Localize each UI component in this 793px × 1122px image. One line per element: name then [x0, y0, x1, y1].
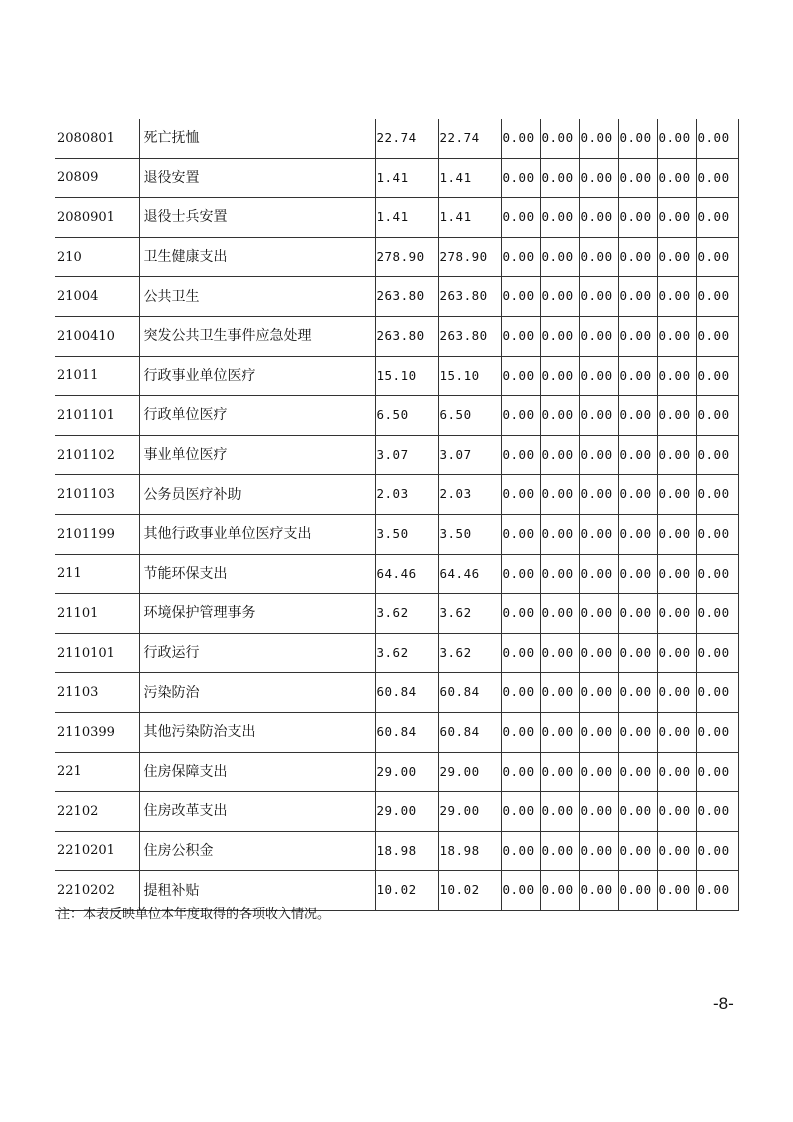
cell-value: 0.00: [501, 198, 540, 238]
cell-name: 行政事业单位医疗: [139, 356, 375, 396]
cell-value: 0.00: [657, 633, 696, 673]
cell-value: 60.84: [438, 673, 501, 713]
cell-value: 0.00: [657, 752, 696, 792]
cell-value: 0.00: [501, 277, 540, 317]
cell-value: 0.00: [579, 792, 618, 832]
cell-value: 0.00: [657, 673, 696, 713]
cell-value: 0.00: [579, 356, 618, 396]
cell-value: 0.00: [657, 554, 696, 594]
table-row: [55, 752, 738, 792]
cell-value: 0.00: [540, 475, 579, 515]
cell-value: 3.07: [438, 435, 501, 475]
cell-code: 20809: [55, 158, 139, 198]
cell-code: 2080801: [55, 119, 139, 158]
cell-value: 0.00: [540, 673, 579, 713]
cell-value: 18.98: [438, 831, 501, 871]
table-row: [55, 673, 738, 713]
cell-value: 0.00: [540, 435, 579, 475]
cell-name: 卫生健康支出: [139, 237, 375, 277]
cell-code: 2110399: [55, 712, 139, 752]
cell-value: 0.00: [579, 435, 618, 475]
cell-value: 0.00: [696, 514, 738, 554]
cell-value: 0.00: [696, 316, 738, 356]
cell-value: 0.00: [540, 277, 579, 317]
cell-value: 0.00: [501, 475, 540, 515]
cell-code: 210: [55, 237, 139, 277]
cell-value: 0.00: [579, 396, 618, 436]
cell-value: 0.00: [657, 871, 696, 911]
cell-value: 0.00: [501, 158, 540, 198]
cell-code: 2210202: [55, 871, 139, 911]
table-row: [55, 119, 738, 158]
cell-value: 0.00: [618, 554, 657, 594]
cell-value: 3.62: [375, 633, 438, 673]
cell-value: 0.00: [657, 712, 696, 752]
cell-value: 0.00: [579, 277, 618, 317]
cell-name: 公共卫生: [139, 277, 375, 317]
cell-value: 0.00: [618, 198, 657, 238]
cell-code: 2080901: [55, 198, 139, 238]
cell-value: 0.00: [657, 277, 696, 317]
cell-name: 退役安置: [139, 158, 375, 198]
table-row: [55, 198, 738, 238]
cell-name: 其他污染防治支出: [139, 712, 375, 752]
cell-name: 事业单位医疗: [139, 435, 375, 475]
cell-value: 10.02: [375, 871, 438, 911]
cell-value: 0.00: [618, 871, 657, 911]
cell-value: 0.00: [696, 871, 738, 911]
cell-name: 环境保护管理事务: [139, 594, 375, 634]
cell-value: 0.00: [618, 356, 657, 396]
cell-name: 公务员医疗补助: [139, 475, 375, 515]
cell-name: 住房公积金: [139, 831, 375, 871]
cell-code: 2100410: [55, 316, 139, 356]
cell-value: 0.00: [657, 475, 696, 515]
cell-name: 行政单位医疗: [139, 396, 375, 436]
cell-value: 0.00: [618, 396, 657, 436]
cell-name: 提租补贴: [139, 871, 375, 911]
table-row: [55, 633, 738, 673]
table-row: [55, 831, 738, 871]
cell-value: 22.74: [375, 119, 438, 158]
cell-code: 2101103: [55, 475, 139, 515]
cell-name: 突发公共卫生事件应急处理: [139, 316, 375, 356]
cell-value: 0.00: [618, 119, 657, 158]
cell-value: 278.90: [375, 237, 438, 277]
page-number: -8-: [713, 994, 734, 1013]
cell-value: 0.00: [618, 792, 657, 832]
cell-value: 0.00: [618, 831, 657, 871]
cell-name: 死亡抚恤: [139, 119, 375, 158]
cell-value: 0.00: [540, 514, 579, 554]
cell-name: 其他行政事业单位医疗支出: [139, 514, 375, 554]
table-row: [55, 396, 738, 436]
income-table: [55, 119, 739, 911]
cell-value: 29.00: [438, 752, 501, 792]
cell-value: 0.00: [696, 356, 738, 396]
cell-value: 0.00: [657, 356, 696, 396]
cell-name: 退役士兵安置: [139, 198, 375, 238]
cell-value: 0.00: [579, 594, 618, 634]
cell-value: 0.00: [579, 237, 618, 277]
cell-value: 0.00: [501, 752, 540, 792]
cell-code: 2101199: [55, 514, 139, 554]
cell-value: 0.00: [657, 316, 696, 356]
cell-value: 1.41: [375, 158, 438, 198]
cell-value: 0.00: [501, 871, 540, 911]
cell-value: 29.00: [438, 792, 501, 832]
cell-value: 3.07: [375, 435, 438, 475]
cell-name: 行政运行: [139, 633, 375, 673]
cell-value: 0.00: [540, 633, 579, 673]
cell-value: 0.00: [696, 158, 738, 198]
cell-value: 3.50: [375, 514, 438, 554]
table-row: [55, 277, 738, 317]
table-row: [55, 475, 738, 515]
cell-value: 0.00: [501, 673, 540, 713]
cell-value: 22.74: [438, 119, 501, 158]
cell-value: 0.00: [657, 792, 696, 832]
cell-value: 0.00: [696, 792, 738, 832]
cell-value: 0.00: [618, 158, 657, 198]
cell-value: 0.00: [696, 554, 738, 594]
cell-value: 60.84: [375, 673, 438, 713]
cell-code: 221: [55, 752, 139, 792]
cell-value: 0.00: [540, 396, 579, 436]
cell-value: 263.80: [438, 316, 501, 356]
cell-value: 0.00: [696, 633, 738, 673]
table-row: [55, 356, 738, 396]
cell-value: 0.00: [501, 633, 540, 673]
cell-code: 2101102: [55, 435, 139, 475]
cell-value: 0.00: [501, 356, 540, 396]
cell-value: 3.62: [438, 633, 501, 673]
cell-value: 0.00: [696, 435, 738, 475]
cell-value: 0.00: [696, 237, 738, 277]
cell-value: 64.46: [375, 554, 438, 594]
cell-value: 2.03: [375, 475, 438, 515]
cell-value: 0.00: [501, 396, 540, 436]
cell-value: 0.00: [696, 752, 738, 792]
cell-value: 0.00: [696, 594, 738, 634]
cell-value: 0.00: [540, 594, 579, 634]
cell-value: 0.00: [657, 435, 696, 475]
cell-value: 0.00: [618, 712, 657, 752]
table-row: [55, 316, 738, 356]
cell-value: 0.00: [579, 119, 618, 158]
cell-value: 15.10: [375, 356, 438, 396]
cell-value: 0.00: [579, 633, 618, 673]
cell-code: 21101: [55, 594, 139, 634]
cell-value: 3.62: [375, 594, 438, 634]
cell-name: 住房改革支出: [139, 792, 375, 832]
cell-value: 0.00: [540, 158, 579, 198]
cell-value: 0.00: [579, 475, 618, 515]
cell-value: 0.00: [696, 396, 738, 436]
cell-value: 60.84: [438, 712, 501, 752]
cell-value: 0.00: [696, 277, 738, 317]
cell-value: 0.00: [540, 712, 579, 752]
cell-value: 0.00: [657, 514, 696, 554]
cell-value: 0.00: [696, 475, 738, 515]
table-row: [55, 792, 738, 832]
cell-value: 0.00: [501, 435, 540, 475]
cell-value: 3.50: [438, 514, 501, 554]
cell-value: 0.00: [501, 712, 540, 752]
cell-value: 29.00: [375, 792, 438, 832]
cell-value: 6.50: [375, 396, 438, 436]
cell-value: 263.80: [438, 277, 501, 317]
cell-value: 0.00: [579, 554, 618, 594]
cell-value: 0.00: [657, 158, 696, 198]
cell-value: 0.00: [657, 237, 696, 277]
table-row: [55, 594, 738, 634]
cell-value: 0.00: [579, 712, 618, 752]
cell-value: 0.00: [618, 277, 657, 317]
table-row: [55, 514, 738, 554]
table-row: [55, 554, 738, 594]
cell-value: 0.00: [657, 396, 696, 436]
cell-value: 0.00: [696, 712, 738, 752]
cell-value: 18.98: [375, 831, 438, 871]
cell-value: 0.00: [657, 831, 696, 871]
cell-value: 0.00: [579, 752, 618, 792]
table-body: [55, 119, 738, 910]
cell-value: 0.00: [540, 119, 579, 158]
cell-value: 0.00: [696, 831, 738, 871]
cell-value: 0.00: [540, 554, 579, 594]
cell-value: 0.00: [579, 316, 618, 356]
table-row: [55, 712, 738, 752]
cell-value: 0.00: [579, 871, 618, 911]
cell-value: 0.00: [501, 554, 540, 594]
cell-value: 0.00: [540, 752, 579, 792]
cell-value: 0.00: [579, 158, 618, 198]
cell-code: 22102: [55, 792, 139, 832]
cell-value: 15.10: [438, 356, 501, 396]
cell-name: 节能环保支出: [139, 554, 375, 594]
cell-value: 0.00: [540, 356, 579, 396]
cell-value: 60.84: [375, 712, 438, 752]
cell-value: 0.00: [696, 198, 738, 238]
cell-value: 10.02: [438, 871, 501, 911]
cell-value: 278.90: [438, 237, 501, 277]
cell-value: 0.00: [540, 316, 579, 356]
cell-value: 0.00: [618, 673, 657, 713]
cell-value: 29.00: [375, 752, 438, 792]
cell-value: 263.80: [375, 316, 438, 356]
cell-value: 0.00: [579, 514, 618, 554]
table-row: [55, 158, 738, 198]
cell-value: 0.00: [579, 198, 618, 238]
cell-value: 0.00: [540, 831, 579, 871]
cell-value: 0.00: [540, 237, 579, 277]
cell-value: 0.00: [501, 237, 540, 277]
cell-value: 0.00: [501, 119, 540, 158]
cell-code: 2101101: [55, 396, 139, 436]
cell-value: 0.00: [618, 435, 657, 475]
cell-value: 6.50: [438, 396, 501, 436]
cell-value: 64.46: [438, 554, 501, 594]
cell-value: 0.00: [618, 514, 657, 554]
cell-code: 21103: [55, 673, 139, 713]
cell-value: 0.00: [657, 198, 696, 238]
cell-value: 0.00: [657, 594, 696, 634]
cell-code: 21011: [55, 356, 139, 396]
cell-code: 21004: [55, 277, 139, 317]
cell-value: 0.00: [618, 475, 657, 515]
cell-code: 2110101: [55, 633, 139, 673]
cell-value: 0.00: [501, 831, 540, 871]
cell-value: 0.00: [501, 792, 540, 832]
cell-value: 1.41: [438, 198, 501, 238]
cell-value: 0.00: [618, 752, 657, 792]
cell-code: 2210201: [55, 831, 139, 871]
table-row: [55, 237, 738, 277]
cell-value: 0.00: [618, 237, 657, 277]
table-row: [55, 435, 738, 475]
cell-value: 0.00: [501, 514, 540, 554]
cell-name: 住房保障支出: [139, 752, 375, 792]
cell-value: 0.00: [696, 119, 738, 158]
cell-value: 0.00: [618, 316, 657, 356]
cell-value: 3.62: [438, 594, 501, 634]
cell-value: 0.00: [618, 594, 657, 634]
cell-value: 0.00: [696, 673, 738, 713]
cell-value: 0.00: [657, 119, 696, 158]
cell-code: 211: [55, 554, 139, 594]
cell-name: 污染防治: [139, 673, 375, 713]
cell-value: 0.00: [579, 673, 618, 713]
cell-value: 263.80: [375, 277, 438, 317]
cell-value: 0.00: [540, 871, 579, 911]
cell-value: 1.41: [375, 198, 438, 238]
cell-value: 2.03: [438, 475, 501, 515]
cell-value: 0.00: [540, 792, 579, 832]
cell-value: 0.00: [501, 316, 540, 356]
cell-value: 1.41: [438, 158, 501, 198]
cell-value: 0.00: [540, 198, 579, 238]
cell-value: 0.00: [618, 633, 657, 673]
cell-value: 0.00: [501, 594, 540, 634]
table-footnote: 注：本表反映单位本年度取得的各项收入情况。: [57, 907, 331, 922]
cell-value: 0.00: [579, 831, 618, 871]
